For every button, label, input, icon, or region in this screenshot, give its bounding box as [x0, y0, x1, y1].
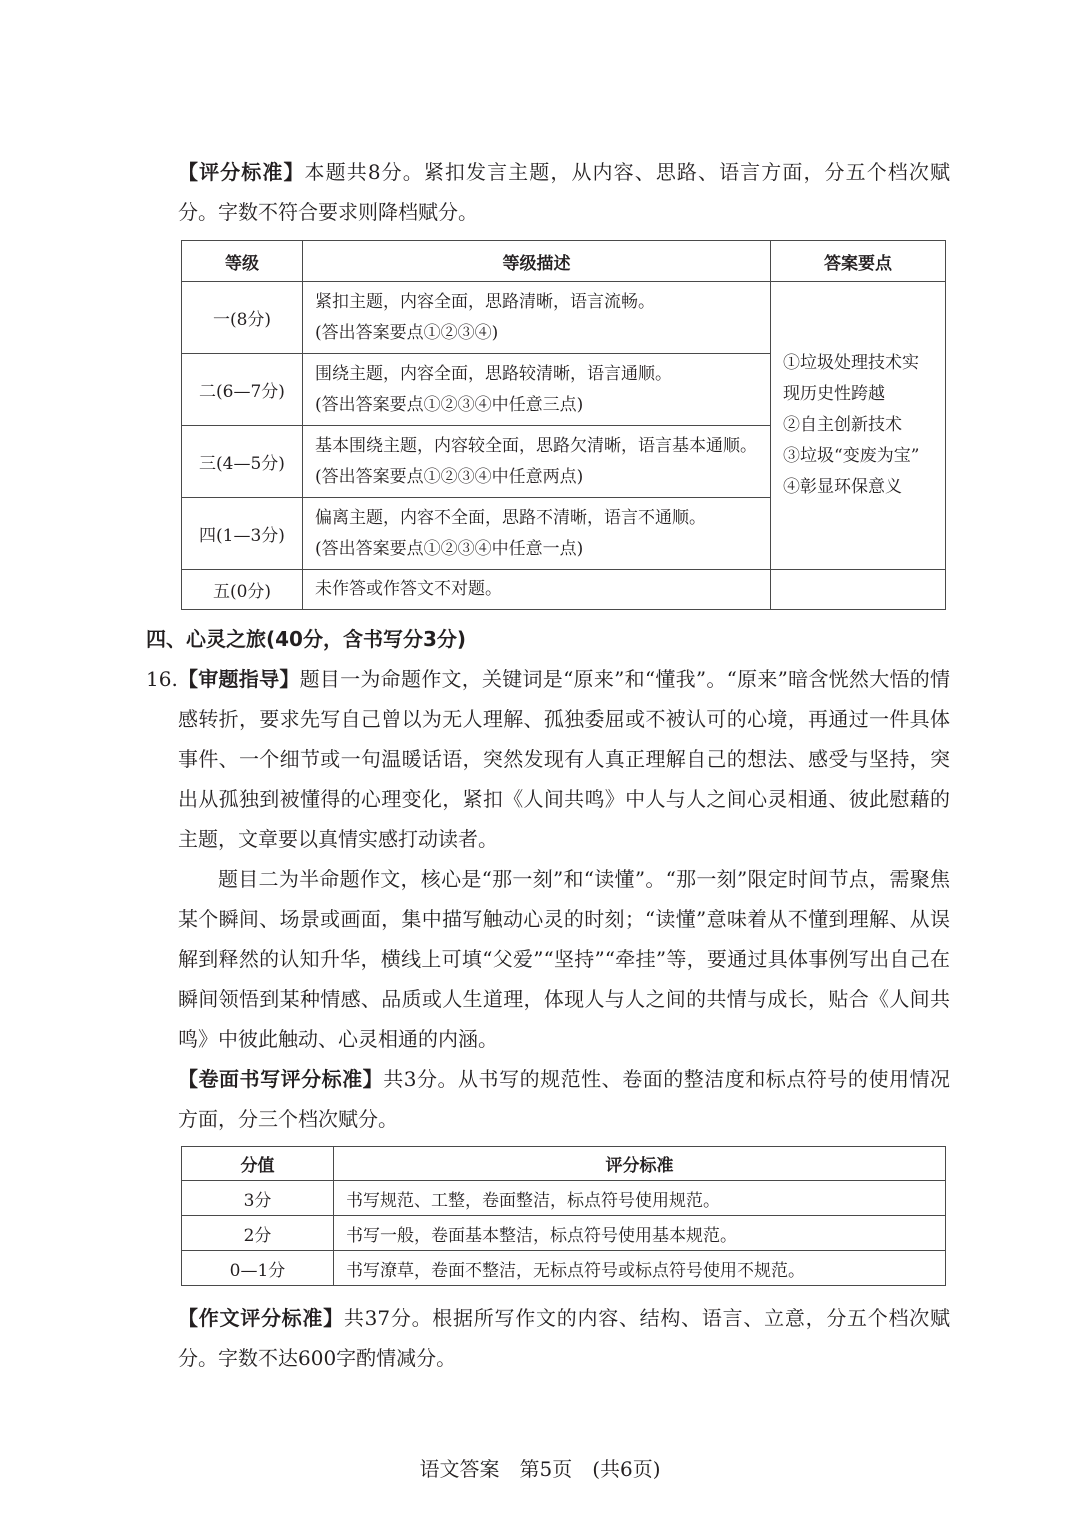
- essay-criteria-tag: 【作文评分标准】: [178, 1306, 344, 1330]
- description-line: 紧扣主题，内容全面，思路清晰，语言流畅。: [315, 291, 655, 312]
- description-note: (答出答案要点①②③④中任意三点): [315, 394, 584, 415]
- description-cell: [303, 426, 771, 498]
- header-standard: 评分标准: [334, 1147, 946, 1181]
- topic-guidance-text: 题目一为命题作文，关键词是“原来”和“懂我”。“原来”暗含恍然大悟的情感转折，要求先写自己曾以为无人理解、孤独委屈或不被认可的心境，再通过一件具体事件、一个细节或一句温暖话语，突然发现有人真正理解自己的想法、感受与坚持，突出从孤独到被懂得的心理变化，紧扣《人间共鸣》中人与人之间心灵相通、彼此慰藉的主题，文章要以真情实感打动读者。: [178, 667, 951, 851]
- table-row: [182, 1181, 946, 1216]
- header-score: 分值: [182, 1147, 334, 1181]
- header-grade: 等级: [182, 241, 303, 282]
- description-line: 基本围绕主题，内容较全面，思路欠清晰，语言基本通顺。: [315, 435, 757, 456]
- score-cell: 2分: [182, 1216, 334, 1251]
- answer-point: ③垃圾“变废为宝”: [783, 446, 920, 466]
- topic-guidance-paragraph: [178, 659, 950, 859]
- essay-criteria-paragraph: [178, 1298, 950, 1378]
- scoring-criteria-paragraph: [178, 152, 950, 232]
- description-cell: [303, 570, 771, 610]
- essay-criteria-text: 共37分。根据所写作文的内容、结构、语言、立意，分五个档次赋分。字数不达600字酌情减分。: [178, 1306, 951, 1370]
- answer-point: ①垃圾处理技术实现历史性跨越: [783, 353, 919, 404]
- topic-guidance-tag: 【审题指导】: [178, 667, 300, 691]
- description-line: 偏离主题，内容不全面，思路不清晰，语言不通顺。: [315, 507, 706, 528]
- answer-point: ④彰显环保意义: [783, 477, 902, 497]
- script-criteria-paragraph: [178, 1059, 950, 1139]
- answer-points-cell: [771, 282, 946, 570]
- standard-cell: 书写一般，卷面基本整洁，标点符号使用基本规范。: [334, 1216, 946, 1251]
- grade-cell: 三(4—5分): [182, 426, 303, 498]
- grade-cell: 五(0分): [182, 570, 303, 610]
- description-note: (答出答案要点①②③④): [315, 322, 499, 343]
- table-row: [182, 282, 946, 354]
- standard-cell: 书写潦草，卷面不整洁，无标点符号或标点符号使用不规范。: [334, 1251, 946, 1286]
- script-table: [181, 1146, 946, 1286]
- description-cell: [303, 354, 771, 426]
- grade-cell: 一(8分): [182, 282, 303, 354]
- description-line: 未作答或作答文不对题。: [315, 579, 502, 599]
- grade-cell: 四(1—3分): [182, 498, 303, 570]
- table-row: [182, 570, 946, 610]
- score-cell: 0—1分: [182, 1251, 334, 1286]
- description-cell: [303, 282, 771, 354]
- scoring-criteria-tag: 【评分标准】: [178, 160, 305, 184]
- description-note: (答出答案要点①②③④中任意两点): [315, 466, 584, 487]
- grade-table-header: [182, 241, 946, 282]
- page-footer: 语文答案 第5页 (共6页): [419, 1457, 661, 1481]
- description-cell: [303, 498, 771, 570]
- description-note: (答出答案要点①②③④中任意一点): [315, 538, 584, 559]
- table-row: [182, 1216, 946, 1251]
- standard-cell: 书写规范、工整，卷面整洁，标点符号使用规范。: [334, 1181, 946, 1216]
- scoring-criteria-text: 本题共8分。紧扣发言主题，从内容、思路、语言方面，分五个档次赋分。字数不符合要求则降档赋分。: [178, 160, 950, 224]
- table-row: [182, 1251, 946, 1286]
- answer-point: ②自主创新技术: [783, 415, 902, 435]
- topic-two-paragraph: 题目二为半命题作文，核心是“那一刻”和“读懂”。“那一刻”限定时间节点，需聚焦某个瞬间、场景或画面，集中描写触动心灵的时刻；“读懂”意味着从不懂到理解、从误解到释然的认知升华，横线上可填“父爱”“坚持”“牵挂”等，要通过具体事例写出自己在瞬间领悟到某种情感、品质或人生道理，体现人与人之间的共情与成长，贴合《人间共鸣》中彼此触动、心灵相通的内涵。: [178, 867, 950, 1051]
- grade-cell: 二(6—7分): [182, 354, 303, 426]
- script-table-header: [182, 1147, 946, 1181]
- description-line: 围绕主题，内容全面，思路较清晰，语言通顺。: [315, 363, 672, 384]
- question-number: 16.: [146, 667, 178, 691]
- script-criteria-tag: 【卷面书写评分标准】: [178, 1067, 384, 1091]
- score-cell: 3分: [182, 1181, 334, 1216]
- section-heading: 四、心灵之旅(40分，含书写分3分): [146, 627, 467, 651]
- grade-table: [181, 240, 946, 610]
- empty-cell: [771, 570, 946, 610]
- script-criteria-text: 共3分。从书写的规范性、卷面的整洁度和标点符号的使用情况方面，分三个档次赋分。: [178, 1067, 951, 1131]
- header-description: 等级描述: [303, 241, 771, 282]
- header-answer-points: 答案要点: [771, 241, 946, 282]
